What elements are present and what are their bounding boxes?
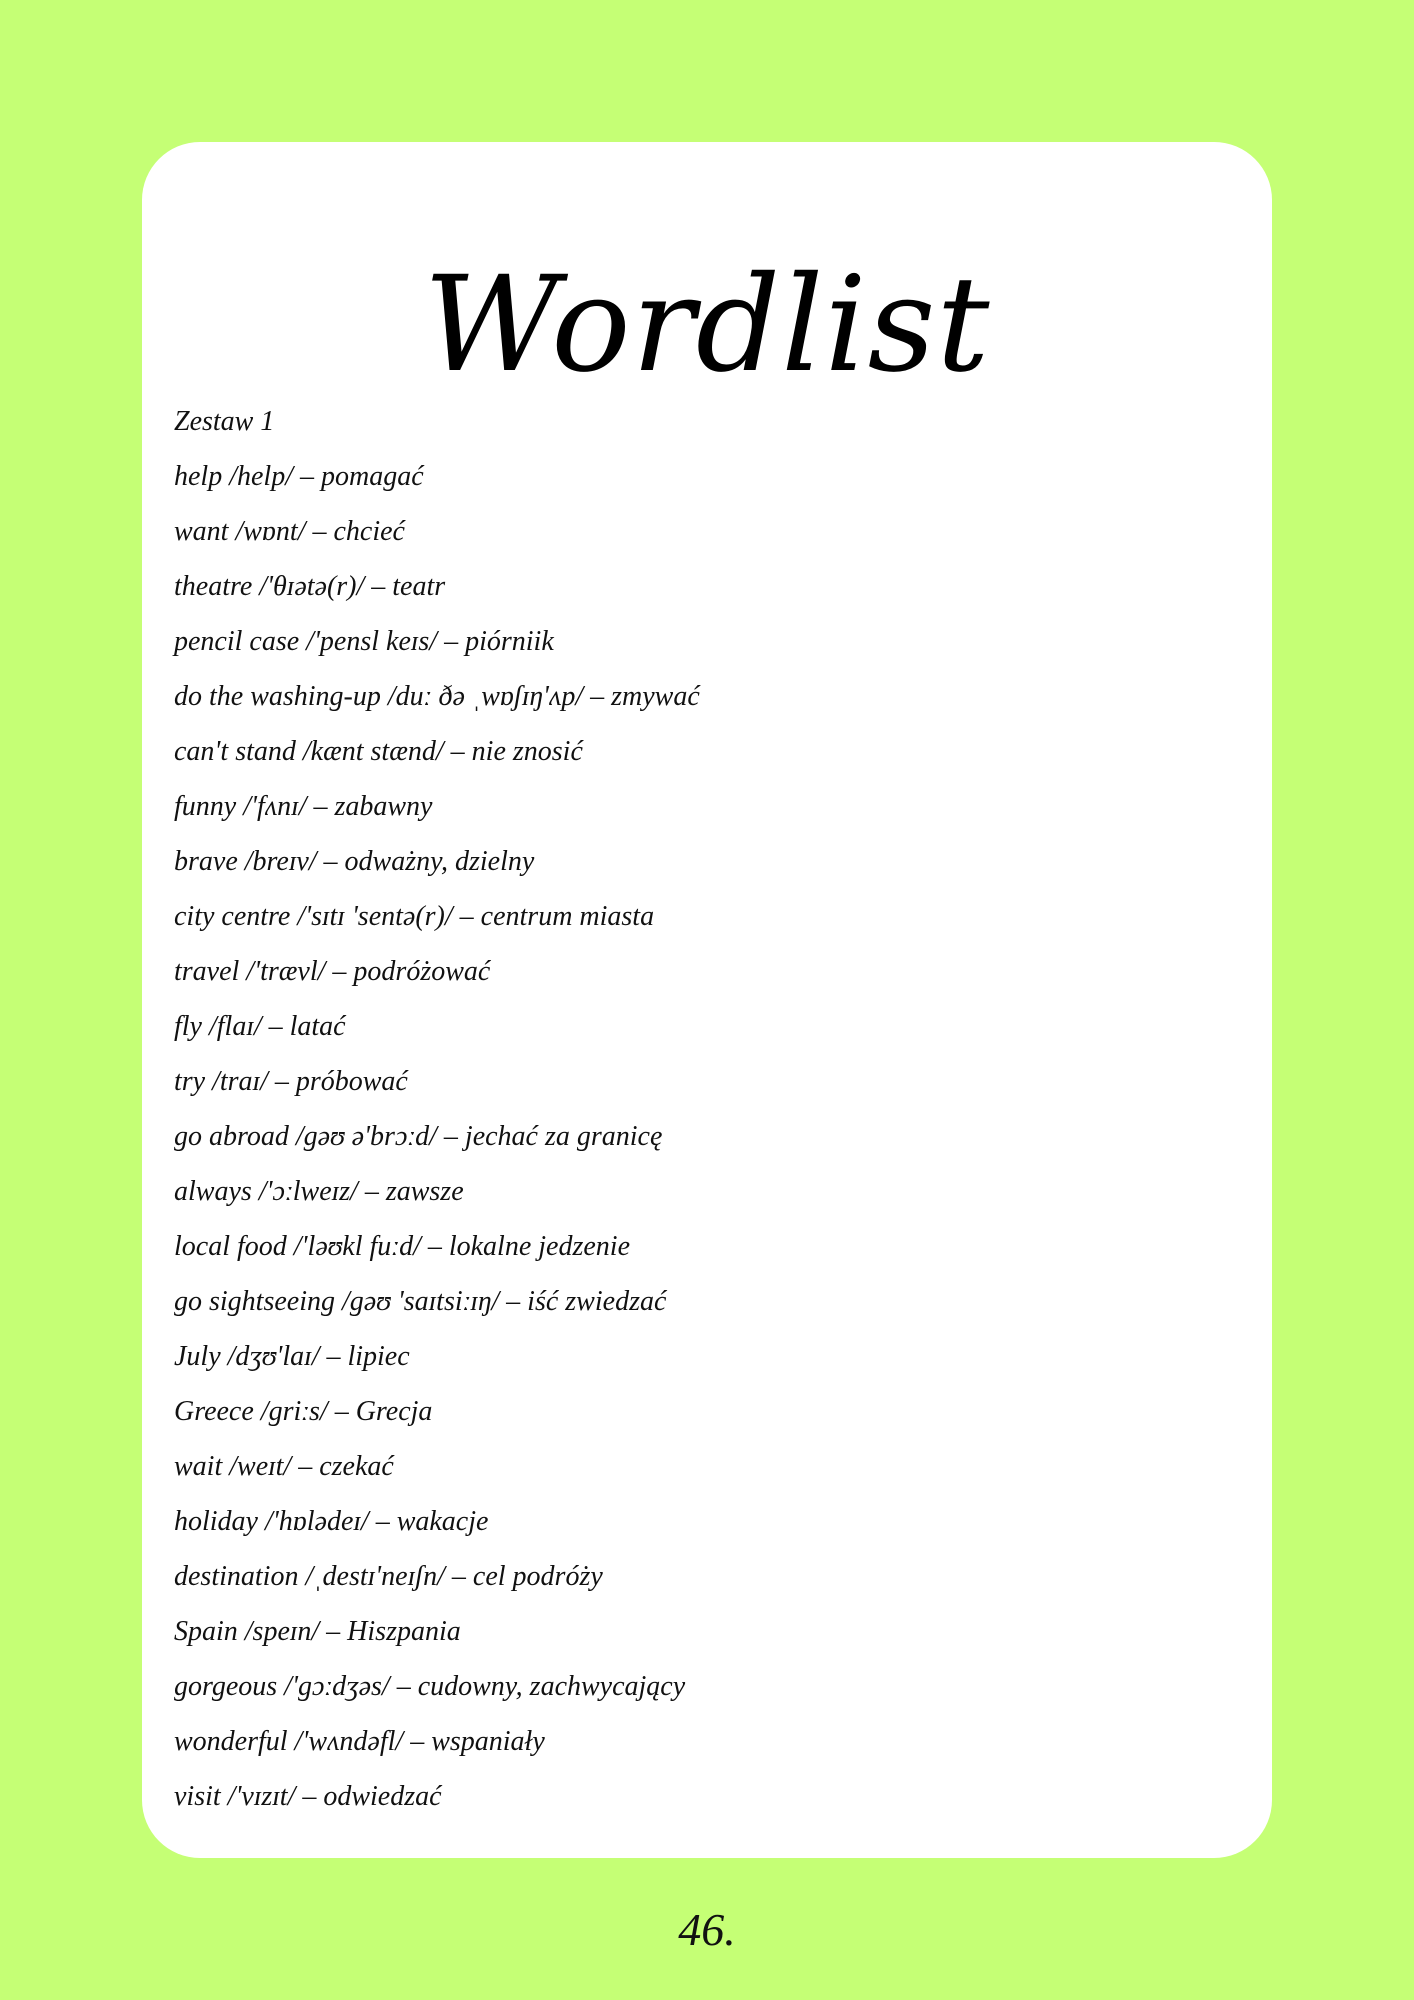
wordlist-entry: pencil case /'pensl keɪs/ – piórniik (174, 626, 554, 657)
wordlist-entry: wait /weɪt/ – czekać (174, 1451, 394, 1482)
wordlist-entry: July /dʒʊ'laɪ/ – lipiec (174, 1341, 410, 1372)
wordlist-entry: gorgeous /'gɔːdʒəs/ – cudowny, zachwycający (174, 1671, 686, 1702)
wordlist-entry: go sightseeing /gəʊ 'saɪtsiːɪŋ/ – iść zwiedzać (174, 1286, 667, 1317)
wordlist-entry: travel /'trævl/ – podróżować (174, 956, 491, 987)
wordlist-entry: theatre /'θɪətə(r)/ – teatr (174, 571, 446, 602)
wordlist-entry: visit /'vɪzɪt/ – odwiedzać (174, 1781, 442, 1812)
page-title: Wordlist (423, 248, 991, 402)
wordlist (174, 394, 700, 1824)
wordlist-entry: help /help/ – pomagać (174, 461, 424, 492)
wordlist-entry: destination /ˌdestɪ'neɪʃn/ – cel podróży (174, 1561, 603, 1592)
wordlist-entry: can't stand /kænt stænd/ – nie znosić (174, 736, 583, 767)
wordlist-entry: local food /'ləʊkl fuːd/ – lokalne jedzenie (174, 1231, 630, 1262)
wordlist-entry: always /'ɔːlweɪz/ – zawsze (174, 1176, 464, 1207)
wordlist-entry: holiday /'hɒlədeɪ/ – wakacje (174, 1506, 489, 1537)
wordlist-entry: brave /breɪv/ – odważny, dzielny (174, 846, 535, 877)
wordlist-entry: want /wɒnt/ – chcieć (174, 516, 405, 547)
wordlist-entry: try /traɪ/ – próbować (174, 1066, 408, 1097)
wordlist-entry: do the washing-up /duː ðə ˌwɒʃɪŋ'ʌp/ – zmywać (174, 681, 700, 712)
wordlist-entry: go abroad /gəʊ ə'brɔːd/ – jechać za granicę (174, 1121, 663, 1152)
wordlist-entry: fly /flaɪ/ – latać (174, 1011, 346, 1042)
set-heading: Zestaw 1 (174, 406, 275, 437)
wordlist-entry: wonderful /'wʌndəfl/ – wspaniały (174, 1726, 545, 1757)
wordlist-card (142, 142, 1272, 1858)
wordlist-entry: Spain /speɪn/ – Hiszpania (174, 1616, 461, 1647)
wordlist-entry: city centre /'sɪtɪ 'sentə(r)/ – centrum miasta (174, 901, 655, 932)
page-number: 46. (678, 1904, 736, 1955)
wordlist-entry: Greece /griːs/ – Grecja (174, 1396, 433, 1427)
wordlist-entry: funny /'fʌnɪ/ – zabawny (174, 791, 433, 822)
